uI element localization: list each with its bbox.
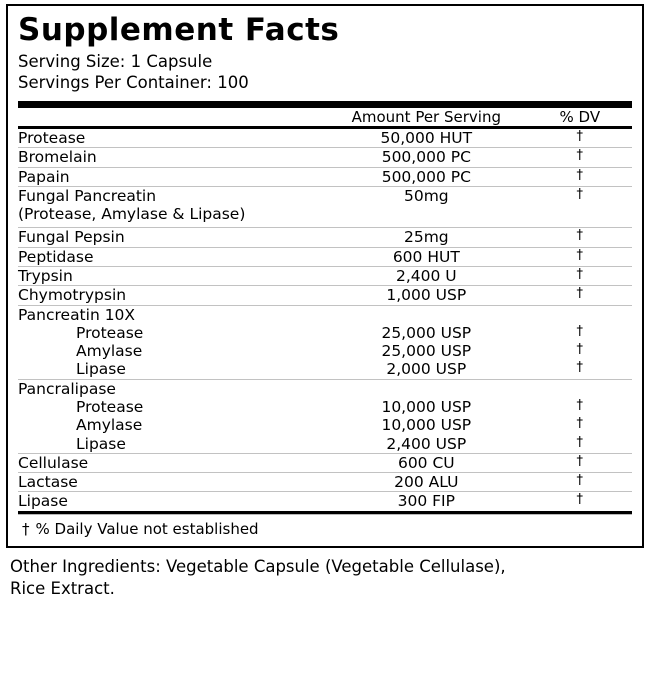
nutrient-name: Protease: [76, 323, 144, 342]
nutrient-amount: 50,000 HUT: [380, 129, 473, 148]
nutrient-name: Fungal Pancreatin: [18, 186, 157, 205]
nutrient-daily-value: †: [576, 323, 584, 339]
table-row: [18, 306, 632, 324]
nutrient-daily-value: [528, 306, 632, 324]
header-amount-per-serving: Amount Per Serving: [351, 108, 501, 127]
table-row: [18, 342, 632, 360]
table-row: [18, 129, 632, 147]
table-row: [18, 205, 632, 227]
nutrient-daily-value: †: [576, 148, 584, 164]
nutrient-amount: 600 CU: [397, 453, 455, 472]
supplement-facts-box: [6, 4, 644, 548]
table-row: [18, 380, 632, 398]
nutrient-name: Bromelain: [18, 148, 97, 167]
nutrient-daily-value: †: [576, 492, 584, 508]
table-row: [18, 148, 632, 166]
nutrient-amount: 2,000 USP: [386, 360, 467, 379]
nutrient-daily-value: †: [576, 398, 584, 414]
header-percent-dv: % DV: [559, 108, 601, 127]
nutrient-daily-value: †: [576, 247, 584, 263]
serving-size: Serving Size: 1 Capsule: [18, 51, 213, 71]
nutrient-name: Amylase: [76, 342, 143, 361]
table-row: [18, 267, 632, 285]
table-row: [18, 416, 632, 434]
nutrient-amount: 10,000 USP: [381, 398, 472, 417]
table-row: [18, 286, 632, 304]
nutrient-amount: 25,000 USP: [381, 342, 472, 361]
nutrient-amount: [325, 380, 528, 398]
header-rule-thick: [18, 101, 632, 108]
nutrient-daily-value: †: [576, 286, 584, 302]
nutrient-name: Trypsin: [18, 267, 73, 286]
nutrient-daily-value: †: [576, 228, 584, 244]
nutrient-daily-value: †: [576, 473, 584, 489]
table-row: [18, 473, 632, 491]
dagger-symbol: †: [22, 519, 30, 538]
nutrient-name: Protease: [76, 398, 144, 417]
table-row: [18, 168, 632, 186]
other-ingredients-line-2: Rice Extract.: [10, 578, 115, 598]
nutrient-amount: 200 ALU: [394, 473, 459, 492]
nutrient-amount: 25mg: [403, 228, 449, 247]
supplement-facts-panel: [0, 4, 650, 600]
nutrient-amount: [325, 205, 528, 227]
nutrient-name: Fungal Pepsin: [18, 228, 125, 247]
footnote: [18, 515, 632, 540]
nutrient-amount: 300 FIP: [397, 492, 455, 511]
nutrient-amount: 2,400 U: [395, 267, 457, 286]
nutrient-daily-value: [528, 380, 632, 398]
nutrient-amount: 1,000 USP: [386, 286, 467, 305]
nutrient-amount: 2,400 USP: [386, 434, 467, 453]
nutrient-amount: 600 HUT: [392, 247, 460, 266]
nutrient-name: Amylase: [76, 416, 143, 435]
nutrient-daily-value: †: [576, 129, 584, 145]
nutrient-daily-value: †: [576, 416, 584, 432]
nutrient-amount: 500,000 PC: [381, 148, 471, 167]
nutrient-amount: [325, 306, 528, 324]
nutrient-amount: 10,000 USP: [381, 416, 472, 435]
nutrient-amount: 25,000 USP: [381, 323, 472, 342]
nutrient-name: Pancralipase: [18, 379, 116, 398]
table-row: [18, 324, 632, 342]
table-row: [18, 454, 632, 472]
servings-per-container: Servings Per Container: 100: [18, 73, 249, 93]
nutrient-name: Pancreatin 10X: [18, 305, 136, 324]
table-row: [18, 492, 632, 510]
header-nutrient: [18, 108, 325, 126]
table-row: [18, 187, 632, 205]
nutrient-amount: 500,000 PC: [381, 167, 471, 186]
footnote-text: % Daily Value not established: [35, 519, 259, 538]
nutrient-name: Chymotrypsin: [18, 286, 127, 305]
table-row: [18, 435, 632, 453]
table-header-row: [18, 108, 632, 126]
nutrient-name: Lipase: [76, 360, 126, 379]
nutrient-daily-value: †: [576, 453, 584, 469]
nutrient-name: Peptidase: [18, 247, 94, 266]
nutrient-daily-value: †: [576, 167, 584, 183]
nutrient-name: (Protease, Amylase & Lipase): [18, 205, 246, 224]
nutrition-table: [18, 108, 632, 514]
nutrient-daily-value: †: [576, 267, 584, 283]
page-title: Supplement Facts: [18, 12, 340, 48]
nutrient-name: Cellulase: [18, 453, 89, 472]
nutrient-name: Papain: [18, 167, 70, 186]
nutrient-name: Lactase: [18, 473, 78, 492]
nutrition-table-body: [18, 126, 632, 514]
table-row: [18, 228, 632, 246]
table-row: [18, 398, 632, 416]
nutrient-daily-value: †: [576, 434, 584, 450]
table-row: [18, 360, 632, 378]
nutrient-daily-value: †: [576, 360, 584, 376]
other-ingredients-line-1: Other Ingredients: Vegetable Capsule (Vegetable Cellulase),: [10, 556, 506, 576]
nutrient-daily-value: [528, 205, 632, 227]
nutrient-name: Lipase: [76, 434, 126, 453]
nutrient-name: Protease: [18, 129, 86, 148]
nutrient-daily-value: †: [576, 186, 584, 202]
other-ingredients: [10, 556, 640, 601]
nutrient-amount: 50mg: [403, 186, 449, 205]
nutrient-daily-value: †: [576, 342, 584, 358]
table-row: [18, 248, 632, 266]
nutrient-name: Lipase: [18, 492, 68, 511]
